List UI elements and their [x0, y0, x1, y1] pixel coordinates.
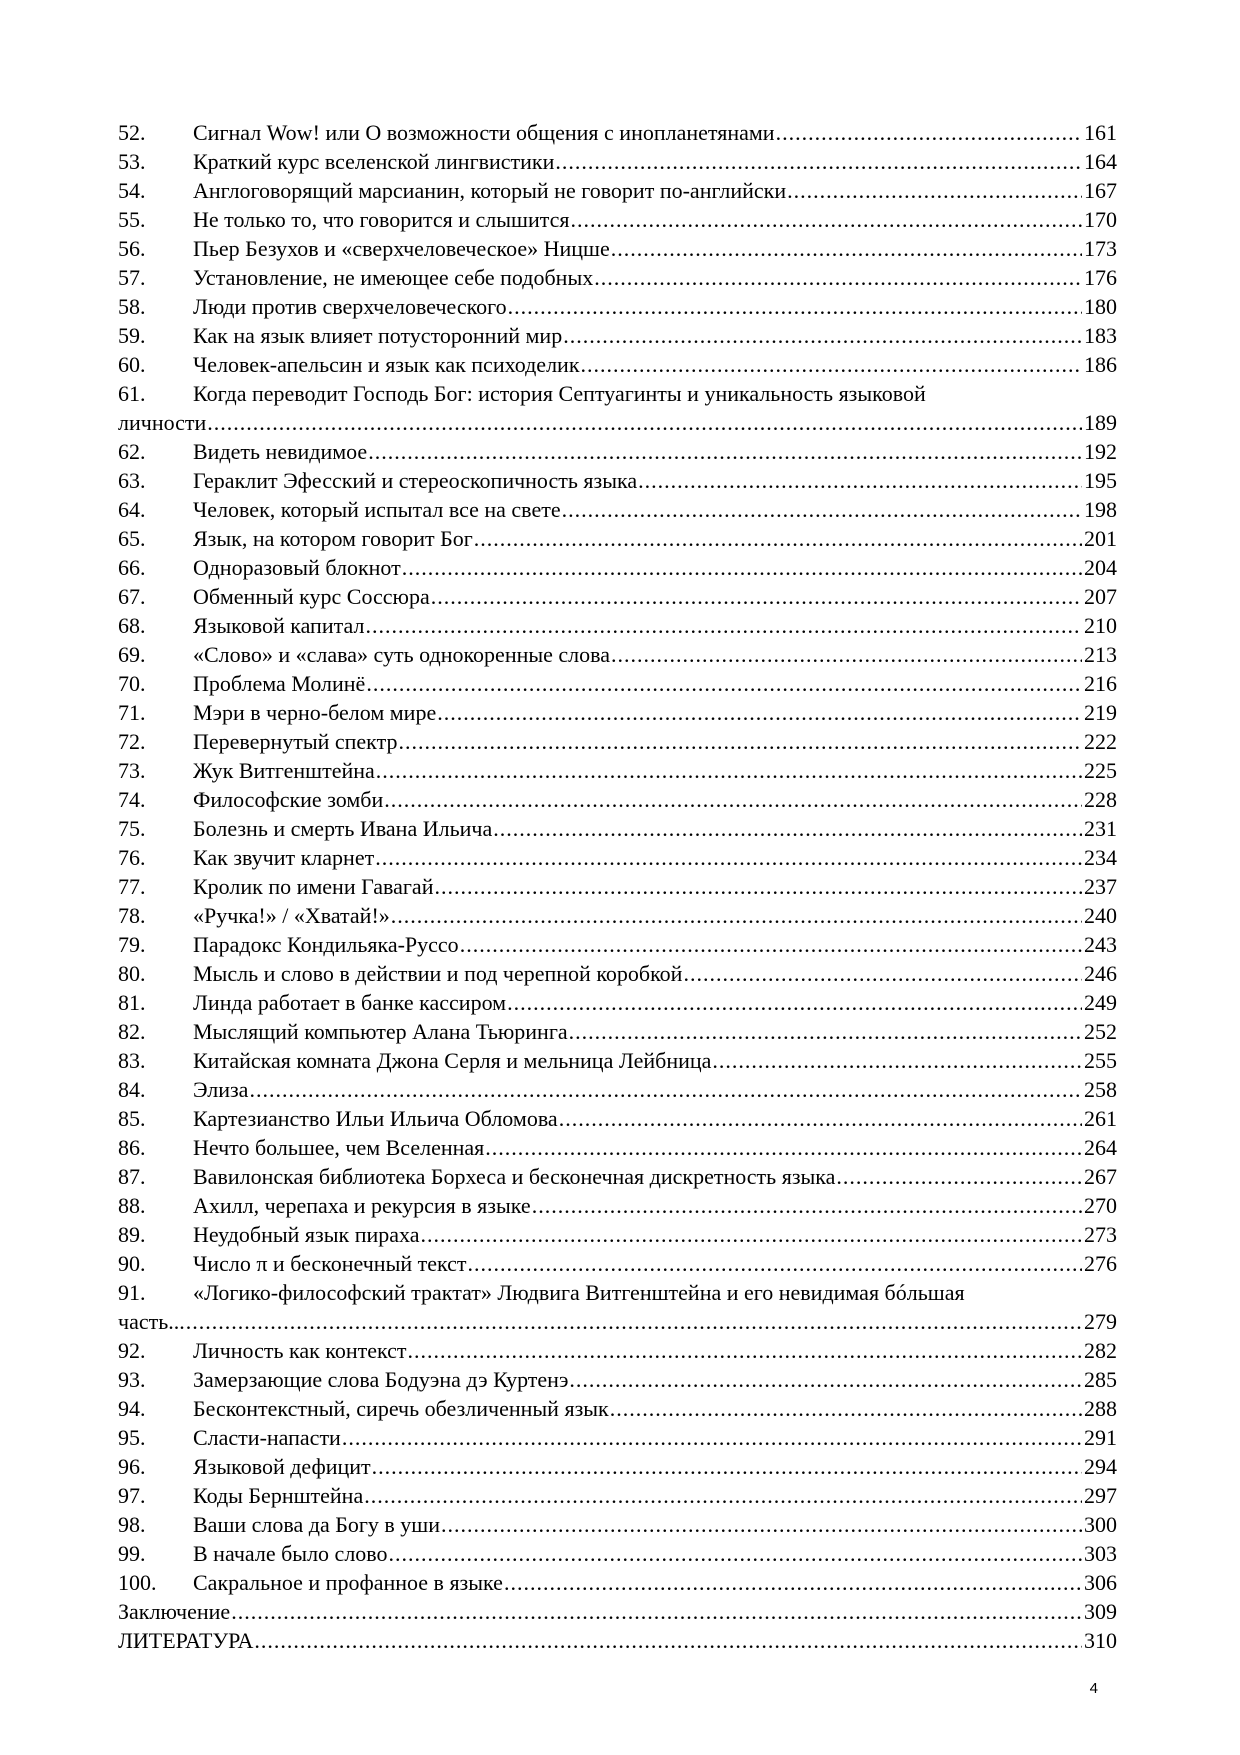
toc-entry: [118, 930, 1117, 959]
entry-title: Картезианство Ильи Ильича Обломова: [193, 1106, 558, 1131]
toc-entry: [118, 1133, 1117, 1162]
dot-leader: [569, 1365, 1082, 1394]
toc-entry: [118, 1481, 1117, 1510]
toc-entry: [118, 1249, 1117, 1278]
entry-title: Обменный курс Соссюра: [193, 584, 430, 609]
entry-title: Как на язык влияет потусторонний мир: [193, 323, 563, 348]
entry-title: Когда переводит Господь Бог: история Септуагинты и уникальность языковой: [193, 381, 926, 406]
toc-entry: [118, 118, 1117, 147]
dot-leader: [683, 959, 1082, 988]
entry-page-number: 273: [1084, 1222, 1117, 1247]
entry-title: Как звучит кларнет: [193, 845, 375, 870]
toc-entry: [118, 872, 1117, 901]
entry-page-number: 216: [1084, 671, 1117, 696]
entry-title: Установление, не имеющее себе подобных: [193, 265, 594, 290]
entry-page-number: 288: [1084, 1396, 1117, 1421]
entry-page-number: 164: [1084, 149, 1117, 174]
toc-entry: [118, 1162, 1117, 1191]
entry-title: В начале было слово: [193, 1541, 388, 1566]
toc-entry-first-line: [118, 379, 1117, 408]
entry-page-number: 310: [1084, 1628, 1117, 1653]
dot-leader: [474, 524, 1082, 553]
toc-entry: [118, 1568, 1117, 1597]
dot-leader: [408, 1336, 1082, 1365]
entry-number: 93.: [118, 1367, 146, 1392]
toc-entry: [118, 1423, 1117, 1452]
entry-title: Элиза: [193, 1077, 249, 1102]
entry-page-number: 285: [1084, 1367, 1117, 1392]
entry-title: Неудобный язык пираха: [193, 1222, 420, 1247]
toc-entry: [118, 553, 1117, 582]
entry-page-number: 303: [1084, 1541, 1117, 1566]
entry-number: 56.: [118, 236, 146, 261]
entry-page-number: 261: [1084, 1106, 1117, 1131]
entry-page-number: 192: [1084, 439, 1117, 464]
toc-entry: [118, 1336, 1117, 1365]
toc-entry: [118, 1191, 1117, 1220]
entry-number: 79.: [118, 932, 146, 957]
toc-entry: [118, 1510, 1117, 1539]
entry-number: 80.: [118, 961, 146, 986]
toc-entry: [118, 988, 1117, 1017]
entry-title: Заключение: [118, 1599, 231, 1624]
toc-entry: [118, 1452, 1117, 1481]
entry-page-number: 279: [1084, 1309, 1117, 1334]
entry-number: 57.: [118, 265, 146, 290]
toc-entry: [118, 1220, 1117, 1249]
entry-page-number: 180: [1084, 294, 1117, 319]
dot-leader: [207, 408, 1082, 437]
entry-title: Человек-апельсин и язык как психоделик: [193, 352, 580, 377]
toc-entry: [118, 698, 1117, 727]
entry-title: Философские зомби: [193, 787, 384, 812]
entry-title: Жук Витгенштейна: [193, 758, 375, 783]
entry-number: 64.: [118, 497, 146, 522]
entry-number: 95.: [118, 1425, 146, 1450]
dot-leader: [776, 118, 1082, 147]
entry-number: 70.: [118, 671, 146, 696]
entry-number: 72.: [118, 729, 146, 754]
entry-page-number: 231: [1084, 816, 1117, 841]
entry-title: Ваши слова да Богу в уши: [193, 1512, 440, 1537]
dot-leader: [366, 669, 1082, 698]
entry-page-number: 183: [1084, 323, 1117, 348]
entry-number: 63.: [118, 468, 146, 493]
toc-entry: [118, 843, 1117, 872]
dot-leader: [391, 901, 1082, 930]
entry-number: 78.: [118, 903, 146, 928]
entry-page-number: 294: [1084, 1454, 1117, 1479]
toc-entry-continuation: [118, 1307, 1117, 1336]
entry-number: 88.: [118, 1193, 146, 1218]
entry-page-number: 170: [1084, 207, 1117, 232]
toc-entry: [118, 727, 1117, 756]
entry-page-number: 255: [1084, 1048, 1117, 1073]
entry-title: Пьер Безухов и «сверхчеловеческое» Ницше: [193, 236, 610, 261]
entry-number: 97.: [118, 1483, 146, 1508]
dot-leader: [431, 582, 1082, 611]
entry-title: Кролик по имени Гавагай: [193, 874, 434, 899]
toc-entry: [118, 495, 1117, 524]
toc-entry: [118, 1075, 1117, 1104]
dot-leader: [555, 147, 1082, 176]
entry-page-number: 306: [1084, 1570, 1117, 1595]
entry-page-number: 204: [1084, 555, 1117, 580]
entry-page-number: 219: [1084, 700, 1117, 725]
entry-page-number: 267: [1084, 1164, 1117, 1189]
entry-page-number: 201: [1084, 526, 1117, 551]
entry-page-number: 213: [1084, 642, 1117, 667]
dot-leader: [254, 1626, 1082, 1655]
toc-entry: [118, 756, 1117, 785]
entry-title: Одноразовый блокнот: [193, 555, 401, 580]
toc-entry: [118, 263, 1117, 292]
entry-title: Вавилонская библиотека Борхеса и бесконечная дискретность языка: [193, 1164, 836, 1189]
entry-page-number: 300: [1084, 1512, 1117, 1537]
dot-leader: [365, 611, 1082, 640]
toc-entry: [118, 1104, 1117, 1133]
entry-title: Парадокс Кондильяка-Руссо: [193, 932, 459, 957]
dot-leader: [611, 234, 1082, 263]
entry-page-number: 210: [1084, 613, 1117, 638]
dot-leader: [342, 1423, 1082, 1452]
toc-entry: [118, 1017, 1117, 1046]
entry-title: Число π и бесконечный текст: [193, 1251, 467, 1276]
entry-number: 84.: [118, 1077, 146, 1102]
toc-entry: [118, 437, 1117, 466]
dot-leader: [389, 1539, 1082, 1568]
toc-entry: [118, 321, 1117, 350]
entry-page-number: 240: [1084, 903, 1117, 928]
entry-title: Бесконтекстный, сиречь обезличенный язык: [193, 1396, 609, 1421]
toc-entry: [118, 292, 1117, 321]
entry-number: 87.: [118, 1164, 146, 1189]
dot-leader: [559, 1104, 1082, 1133]
toc-entry-first-line: [118, 1278, 1117, 1307]
dot-leader: [249, 1075, 1082, 1104]
dot-leader: [610, 1394, 1082, 1423]
entry-number: 81.: [118, 990, 146, 1015]
dot-leader: [441, 1510, 1082, 1539]
entry-number: 54.: [118, 178, 146, 203]
dot-leader: [460, 930, 1082, 959]
entry-title: Не только то, что говорится и слышится: [193, 207, 570, 232]
entry-number: 96.: [118, 1454, 146, 1479]
entry-title: Видеть невидимое: [193, 439, 368, 464]
entry-number: 53.: [118, 149, 146, 174]
dot-leader: [437, 698, 1082, 727]
entry-title: Язык, на котором говорит Бог: [193, 526, 473, 551]
entry-page-number: 161: [1084, 120, 1117, 145]
toc-entry: [118, 466, 1117, 495]
entry-page-number: 252: [1084, 1019, 1117, 1044]
entry-title: Англоговорящий марсианин, который не говорит по-английски: [193, 178, 787, 203]
dot-leader: [398, 727, 1082, 756]
entry-number: 52.: [118, 120, 146, 145]
dot-leader: [571, 205, 1082, 234]
entry-number: 62.: [118, 439, 146, 464]
entry-page-number: 276: [1084, 1251, 1117, 1276]
toc-entry: [118, 1539, 1117, 1568]
dot-leader: [504, 1568, 1082, 1597]
entry-title: Люди против сверхчеловеческого: [193, 294, 507, 319]
entry-title: Китайская комната Джона Серля и мельница Лейбница: [193, 1048, 712, 1073]
entry-number: 99.: [118, 1541, 146, 1566]
toc-entry: [118, 1365, 1117, 1394]
entry-number: 85.: [118, 1106, 146, 1131]
entry-number: 77.: [118, 874, 146, 899]
entry-title: ЛИТЕРАТУРА: [118, 1628, 254, 1653]
dot-leader: [712, 1046, 1082, 1075]
dot-leader: [563, 321, 1082, 350]
entry-number: 76.: [118, 845, 146, 870]
toc-entry: [118, 147, 1117, 176]
entry-page-number: 228: [1084, 787, 1117, 812]
entry-number: 67.: [118, 584, 146, 609]
entry-number: 100.: [118, 1570, 157, 1595]
entry-title-continuation: личности: [118, 410, 207, 435]
toc-entry: [118, 1046, 1117, 1075]
toc-entry: [118, 205, 1117, 234]
entry-number: 94.: [118, 1396, 146, 1421]
entry-title: Сакральное и профанное в языке: [193, 1570, 503, 1595]
entry-title: «Логико-философский трактат» Людвига Витгенштейна и его невидимая бóльшая: [193, 1280, 965, 1305]
toc-entry: [118, 785, 1117, 814]
entry-page-number: 176: [1084, 265, 1117, 290]
entry-number: 90.: [118, 1251, 146, 1276]
entry-page-number: 173: [1084, 236, 1117, 261]
toc-trailing-entry: [118, 1597, 1117, 1626]
toc-entry: [118, 176, 1117, 205]
toc-entry: [118, 524, 1117, 553]
dot-leader: [468, 1249, 1082, 1278]
entry-title: Сигнал Wow! или О возможности общения с инопланетянами: [193, 120, 775, 145]
entry-number: 91.: [118, 1280, 146, 1305]
dot-leader: [507, 988, 1082, 1017]
dot-leader: [375, 843, 1082, 872]
dot-leader: [532, 1191, 1082, 1220]
entry-title: Перевернутый спектр: [193, 729, 398, 754]
entry-page-number: 186: [1084, 352, 1117, 377]
dot-leader: [485, 1133, 1082, 1162]
dot-leader: [787, 176, 1082, 205]
entry-title: Болезнь и смерть Ивана Ильича: [193, 816, 493, 841]
entry-number: 89.: [118, 1222, 146, 1247]
entry-number: 58.: [118, 294, 146, 319]
entry-number: 65.: [118, 526, 146, 551]
entry-number: 60.: [118, 352, 146, 377]
entry-page-number: 264: [1084, 1135, 1117, 1160]
entry-number: 66.: [118, 555, 146, 580]
dot-leader: [364, 1481, 1082, 1510]
dot-leader: [372, 1452, 1082, 1481]
entry-number: 69.: [118, 642, 146, 667]
dot-leader: [836, 1162, 1082, 1191]
toc-entry: [118, 901, 1117, 930]
dot-leader: [569, 1017, 1082, 1046]
dot-leader: [493, 814, 1082, 843]
entry-number: 59.: [118, 323, 146, 348]
toc-entry: [118, 669, 1117, 698]
entry-title: Человек, который испытал все на свете: [193, 497, 561, 522]
dot-leader: [434, 872, 1082, 901]
entry-page-number: 189: [1084, 410, 1117, 435]
entry-page-number: 246: [1084, 961, 1117, 986]
dot-leader: [186, 1307, 1082, 1336]
dot-leader: [384, 785, 1082, 814]
dot-leader: [638, 466, 1082, 495]
entry-title: Ахилл, черепаха и рекурсия в языке: [193, 1193, 531, 1218]
entry-number: 82.: [118, 1019, 146, 1044]
entry-page-number: 309: [1084, 1599, 1117, 1624]
entry-page-number: 243: [1084, 932, 1117, 957]
entry-number: 83.: [118, 1048, 146, 1073]
entry-number: 86.: [118, 1135, 146, 1160]
entry-title: «Слово» и «слава» суть однокоренные слова: [193, 642, 611, 667]
entry-page-number: 237: [1084, 874, 1117, 899]
toc-entry-continuation: [118, 408, 1117, 437]
entry-page-number: 270: [1084, 1193, 1117, 1218]
entry-title: Сласти-напасти: [193, 1425, 341, 1450]
entry-number: 55.: [118, 207, 146, 232]
toc-entry: [118, 640, 1117, 669]
entry-title: Личность как контекст: [193, 1338, 407, 1363]
entry-page-number: 258: [1084, 1077, 1117, 1102]
entry-page-number: 225: [1084, 758, 1117, 783]
entry-title: Краткий курс вселенской лингвистики: [193, 149, 555, 174]
dot-leader: [376, 756, 1082, 785]
entry-page-number: 282: [1084, 1338, 1117, 1363]
dot-leader: [231, 1597, 1082, 1626]
entry-title: Гераклит Эфесский и стереоскопичность языка: [193, 468, 638, 493]
entry-title-continuation: часть...: [118, 1309, 185, 1334]
entry-page-number: 167: [1084, 178, 1117, 203]
entry-number: 73.: [118, 758, 146, 783]
toc-entry: [118, 1394, 1117, 1423]
entry-page-number: 249: [1084, 990, 1117, 1015]
entry-number: 68.: [118, 613, 146, 638]
entry-page-number: 297: [1084, 1483, 1117, 1508]
entry-title: Мыслящий компьютер Алана Тьюринга: [193, 1019, 568, 1044]
entry-title: Коды Бернштейна: [193, 1483, 364, 1508]
entry-title: Мысль и слово в действии и под черепной коробкой: [193, 961, 683, 986]
entry-page-number: 234: [1084, 845, 1117, 870]
dot-leader: [594, 263, 1082, 292]
entry-title: Нечто большее, чем Вселенная: [193, 1135, 485, 1160]
entry-title: Проблема Молинё: [193, 671, 366, 696]
entry-number: 92.: [118, 1338, 146, 1363]
toc-entry: [118, 350, 1117, 379]
entry-title: Мэри в черно-белом мире: [193, 700, 437, 725]
entry-page-number: 291: [1084, 1425, 1117, 1450]
dot-leader: [562, 495, 1082, 524]
entry-title: Языковой дефицит: [193, 1454, 371, 1479]
toc-entry: [118, 234, 1117, 263]
dot-leader: [421, 1220, 1083, 1249]
toc-entry: [118, 814, 1117, 843]
entry-title: «Ручка!» / «Хватай!»: [193, 903, 390, 928]
entry-number: 74.: [118, 787, 146, 812]
entry-title: Языковой капитал: [193, 613, 365, 638]
entry-number: 71.: [118, 700, 146, 725]
toc-entry: [118, 582, 1117, 611]
dot-leader: [611, 640, 1082, 669]
entry-page-number: 198: [1084, 497, 1117, 522]
table-of-contents: [118, 118, 1117, 1655]
toc-entry: [118, 959, 1117, 988]
toc-trailing-entry: [118, 1626, 1117, 1655]
dot-leader: [368, 437, 1082, 466]
entry-page-number: 222: [1084, 729, 1117, 754]
entry-number: 61.: [118, 381, 146, 406]
page-number: 4: [1089, 1680, 1098, 1697]
dot-leader: [402, 553, 1082, 582]
entry-number: 75.: [118, 816, 146, 841]
entry-page-number: 207: [1084, 584, 1117, 609]
entry-page-number: 195: [1084, 468, 1117, 493]
entry-title: Линда работает в банке кассиром: [193, 990, 507, 1015]
dot-leader: [508, 292, 1082, 321]
dot-leader: [581, 350, 1082, 379]
entry-number: 98.: [118, 1512, 146, 1537]
toc-entry: [118, 611, 1117, 640]
entry-title: Замерзающие слова Бодуэна дэ Куртенэ: [193, 1367, 569, 1392]
